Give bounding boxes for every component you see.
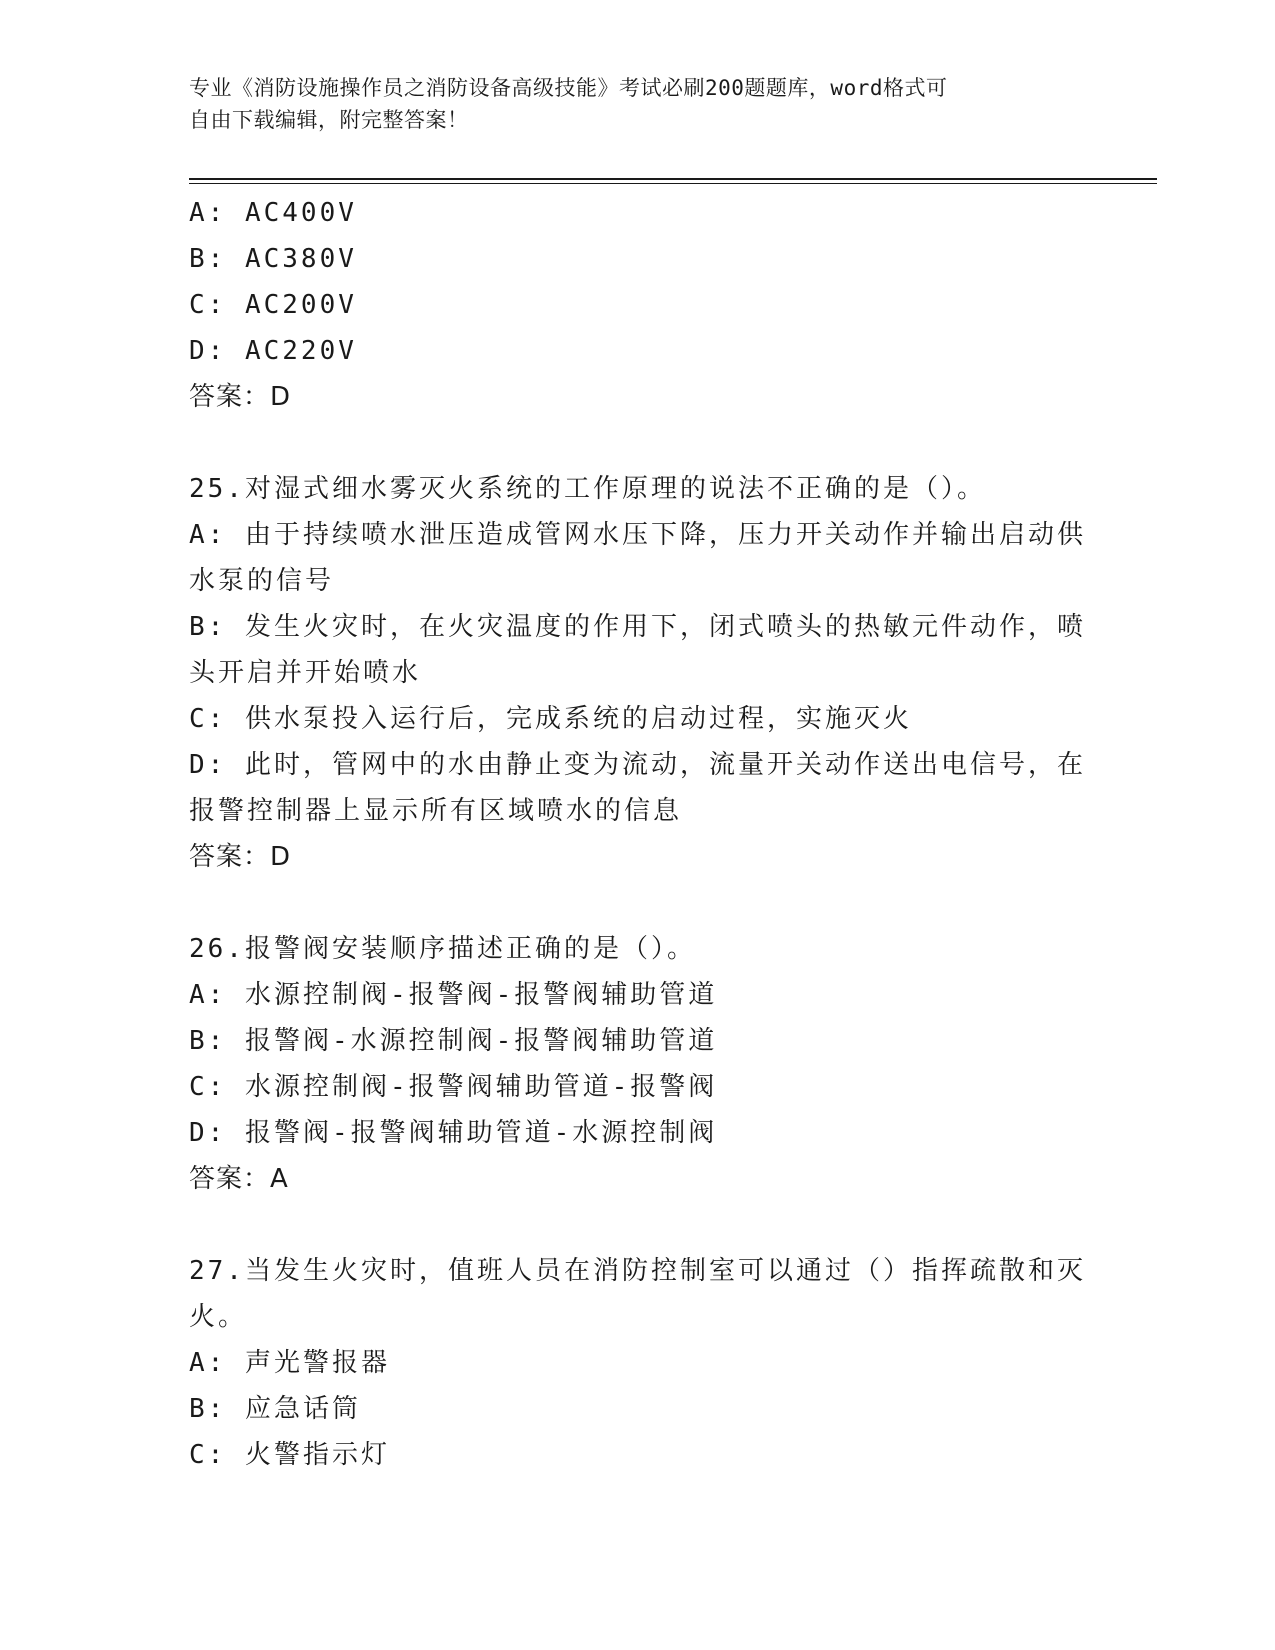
option-d: D: 此时，管网中的水由静止变为流动，流量开关动作送出电信号，在 [189,750,1086,780]
question-26-block [189,926,1089,1202]
question-text: 25.对湿式细水雾灭火系统的工作原理的说法不正确的是（）。 [189,474,986,504]
header-divider-thick [189,178,1157,180]
document-header [189,72,1089,136]
option-d: D: 报警阀-报警阀辅助管道-水源控制阀 [189,1118,718,1148]
option-a: A: 由于持续喷水泄压造成管网水压下降，压力开关动作并输出启动供 [189,520,1086,550]
spacer [189,880,1089,926]
question-text: 26.报警阀安装顺序描述正确的是（）。 [189,934,696,964]
spacer [189,420,1089,466]
header-title-line-1: 专业《消防设施操作员之消防设备高级技能》考试必刷200题题库，word格式可 [189,76,948,100]
option-b: B: 应急话筒 [189,1394,361,1424]
header-divider-thin [189,183,1157,184]
answer-line: 答案：A [189,1164,289,1194]
question-27-block [189,1248,1089,1478]
question-text: 27.当发生火灾时，值班人员在消防控制室可以通过（）指挥疏散和灭 [189,1256,1086,1286]
option-a: A: 声光警报器 [189,1348,390,1378]
option-a: A: AC400V [189,198,357,228]
question-list [189,190,1089,1478]
spacer [189,1202,1089,1248]
option-c: C: 火警指示灯 [189,1440,390,1470]
option-b: B: 报警阀-水源控制阀-报警阀辅助管道 [189,1026,718,1056]
option-c: C: 水源控制阀-报警阀辅助管道-报警阀 [189,1072,718,1102]
option-a: A: 水源控制阀-报警阀-报警阀辅助管道 [189,980,718,1010]
option-b: B: AC380V [189,244,357,274]
option-b-continued: 头开启并开始喷水 [189,658,422,688]
question-25-block [189,466,1089,880]
question-text-continued: 火。 [189,1302,248,1332]
option-c: C: AC200V [189,290,357,320]
answer-line: 答案：D [189,842,292,872]
question-24-block [189,190,1089,420]
option-d: D: AC220V [189,336,357,366]
option-d-continued: 报警控制器上显示所有区域喷水的信息 [189,796,683,826]
header-title-line-2: 自由下载编辑，附完整答案！ [189,108,469,132]
answer-line: 答案：D [189,382,292,412]
option-c: C: 供水泵投入运行后，完成系统的启动过程，实施灭火 [189,704,912,734]
option-b: B: 发生火灾时，在火灾温度的作用下，闭式喷头的热敏元件动作，喷 [189,612,1086,642]
option-a-continued: 水泵的信号 [189,566,335,596]
